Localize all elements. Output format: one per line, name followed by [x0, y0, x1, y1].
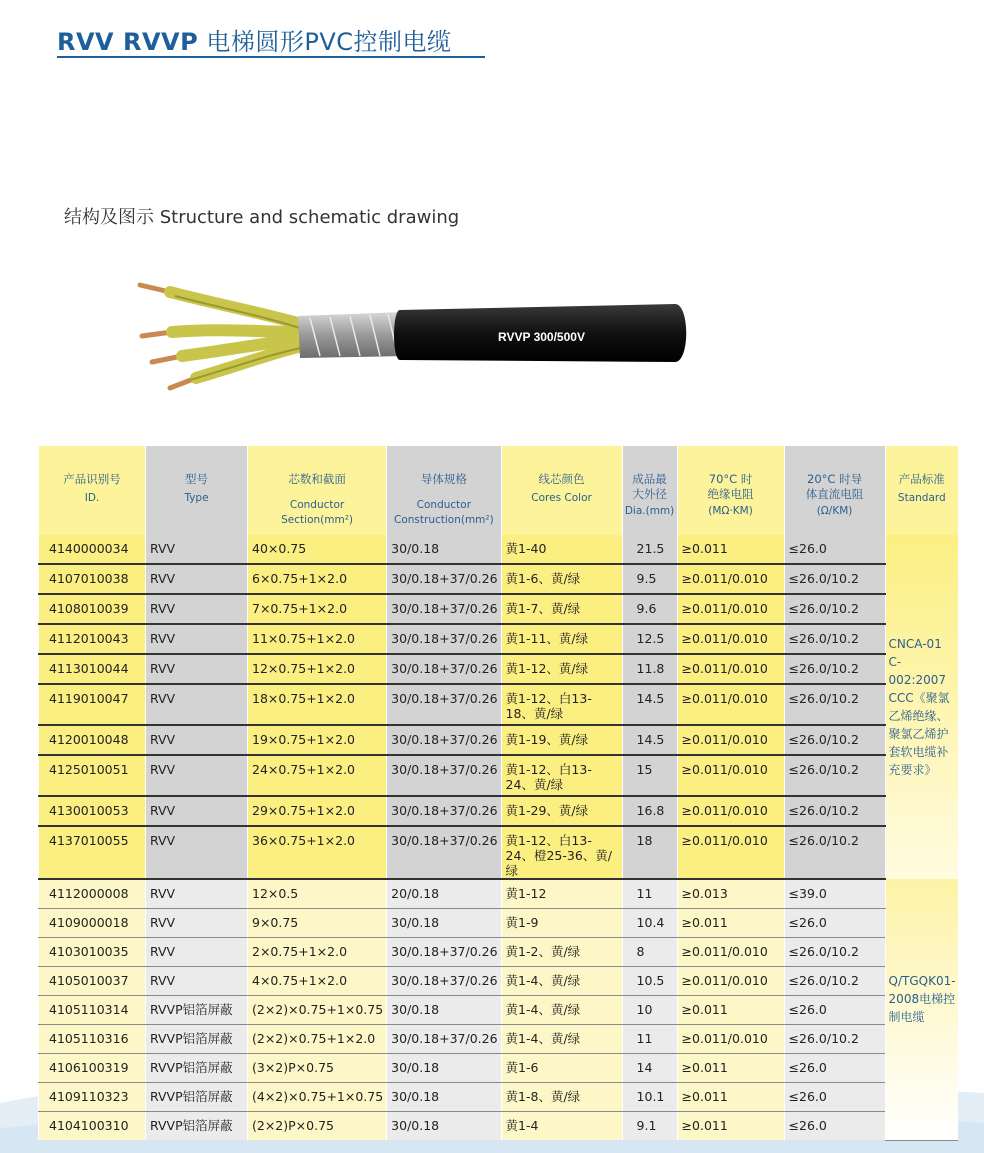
cell-resistance: ≤26.0/10.2: [784, 755, 885, 796]
cell-color: 黄1-12、白13-24、黄/绿: [501, 755, 622, 796]
table-row: [39, 796, 959, 826]
cell-color: 黄1-12、黄/绿: [501, 654, 622, 684]
cell-insulation: ≥0.011: [677, 996, 784, 1025]
cell-diameter: 21.5: [622, 535, 677, 564]
cell-color: 黄1-29、黄/绿: [501, 796, 622, 826]
cell-insulation: ≥0.011/0.010: [677, 624, 784, 654]
cell-insulation: ≥0.011/0.010: [677, 594, 784, 624]
cell-resistance: ≤26.0/10.2: [784, 796, 885, 826]
cell-diameter: 11.8: [622, 654, 677, 684]
section-subtitle: 结构及图示 Structure and schematic drawing: [64, 207, 460, 228]
cell-insulation: ≥0.011/0.010: [677, 938, 784, 967]
cell-id: 4108010039: [39, 594, 146, 624]
table-row: [39, 909, 959, 938]
cell-color: 黄1-6: [501, 1054, 622, 1083]
cell-color: 黄1-2、黄/绿: [501, 938, 622, 967]
cell-diameter: 9.5: [622, 564, 677, 594]
cell-id: 4119010047: [39, 684, 146, 725]
table-row: [39, 967, 959, 996]
cell-resistance: ≤26.0: [784, 996, 885, 1025]
cell-section: (3×2)P×0.75: [248, 1054, 387, 1083]
cell-resistance: ≤26.0: [784, 535, 885, 564]
cell-resistance: ≤26.0/10.2: [784, 725, 885, 755]
table-row: [39, 1112, 959, 1141]
header-construction: 导体规格 Conductor Construction(mm²): [387, 446, 501, 535]
cell-type: RVV: [146, 594, 248, 624]
cell-type: RVV: [146, 826, 248, 879]
cell-construction: 30/0.18+37/0.26: [387, 796, 501, 826]
cell-resistance: ≤26.0/10.2: [784, 826, 885, 879]
cell-diameter: 14.5: [622, 684, 677, 725]
table-row: [39, 1054, 959, 1083]
cell-section: 9×0.75: [248, 909, 387, 938]
cell-id: 4105110314: [39, 996, 146, 1025]
cell-insulation: ≥0.011: [677, 1054, 784, 1083]
standard-cell-ccc: CNCA-01 C-002:2007 CCC《聚氯乙烯绝缘、聚氯乙烯护套软电缆补充要求》: [885, 535, 958, 879]
header-color: 线芯颜色 Cores Color: [501, 446, 622, 535]
cell-id: 4137010055: [39, 826, 146, 879]
cell-insulation: ≥0.011: [677, 1083, 784, 1112]
table-row: [39, 879, 959, 909]
cell-section: (2×2)×0.75+1×0.75: [248, 996, 387, 1025]
cell-section: (2×2)×0.75+1×2.0: [248, 1025, 387, 1054]
cell-id: 4112010043: [39, 624, 146, 654]
table-row: [39, 624, 959, 654]
cell-section: 12×0.75+1×2.0: [248, 654, 387, 684]
table-row: [39, 1025, 959, 1054]
header-section: 芯数和截面 Conductor Section(mm²): [248, 446, 387, 535]
table-row: [39, 1083, 959, 1112]
cable-illustration: [130, 270, 690, 410]
cell-type: RVV: [146, 938, 248, 967]
cell-id: 4105010037: [39, 967, 146, 996]
cell-id: 4125010051: [39, 755, 146, 796]
cell-section: 29×0.75+1×2.0: [248, 796, 387, 826]
cell-construction: 30/0.18: [387, 996, 501, 1025]
cell-id: 4112000008: [39, 879, 146, 909]
cell-construction: 30/0.18+37/0.26: [387, 624, 501, 654]
cell-color: 黄1-40: [501, 535, 622, 564]
cable-print-label: RVVP 300/500V: [498, 330, 585, 344]
table-header-row: [39, 446, 959, 535]
cell-construction: 30/0.18: [387, 1112, 501, 1141]
cell-type: RVVP铝箔屏蔽: [146, 1083, 248, 1112]
cell-insulation: ≥0.011/0.010: [677, 796, 784, 826]
cell-color: 黄1-8、黄/绿: [501, 1083, 622, 1112]
cell-construction: 30/0.18: [387, 1083, 501, 1112]
title-chinese: 电梯圆形PVC控制电缆: [206, 28, 452, 56]
cell-insulation: ≥0.011: [677, 1112, 784, 1141]
cell-id: 4113010044: [39, 654, 146, 684]
cell-resistance: ≤26.0/10.2: [784, 1025, 885, 1054]
cell-diameter: 9.6: [622, 594, 677, 624]
table-row: [39, 684, 959, 725]
cell-insulation: ≥0.011/0.010: [677, 755, 784, 796]
cell-insulation: ≥0.011/0.010: [677, 564, 784, 594]
cell-diameter: 8: [622, 938, 677, 967]
cell-construction: 30/0.18+37/0.26: [387, 1025, 501, 1054]
cell-insulation: ≥0.011/0.010: [677, 967, 784, 996]
cell-color: 黄1-12、白13-24、橙25-36、黄/绿: [501, 826, 622, 879]
cell-type: RVVP铝箔屏蔽: [146, 996, 248, 1025]
cell-construction: 30/0.18: [387, 909, 501, 938]
table-row: [39, 535, 959, 564]
table-row: [39, 996, 959, 1025]
cell-id: 4104100310: [39, 1112, 146, 1141]
cell-color: 黄1-4、黄/绿: [501, 996, 622, 1025]
cell-construction: 30/0.18+37/0.26: [387, 564, 501, 594]
cell-resistance: ≤26.0/10.2: [784, 624, 885, 654]
cell-id: 4130010053: [39, 796, 146, 826]
cell-color: 黄1-4: [501, 1112, 622, 1141]
cell-section: 2×0.75+1×2.0: [248, 938, 387, 967]
cell-section: 12×0.5: [248, 879, 387, 909]
cell-resistance: ≤26.0: [784, 1083, 885, 1112]
cell-id: 4140000034: [39, 535, 146, 564]
cell-resistance: ≤26.0: [784, 1054, 885, 1083]
cell-diameter: 15: [622, 755, 677, 796]
cell-diameter: 10.4: [622, 909, 677, 938]
cell-insulation: ≥0.011/0.010: [677, 725, 784, 755]
cell-id: 4103010035: [39, 938, 146, 967]
cell-construction: 30/0.18+37/0.26: [387, 725, 501, 755]
title-model: RVV RVVP: [57, 28, 199, 56]
cell-color: 黄1-6、黄/绿: [501, 564, 622, 594]
cell-insulation: ≥0.011/0.010: [677, 684, 784, 725]
cell-resistance: ≤26.0/10.2: [784, 938, 885, 967]
cell-diameter: 14: [622, 1054, 677, 1083]
cell-resistance: ≤26.0/10.2: [784, 564, 885, 594]
cell-type: RVV: [146, 967, 248, 996]
cell-type: RVV: [146, 879, 248, 909]
cell-type: RVV: [146, 684, 248, 725]
cell-color: 黄1-12: [501, 879, 622, 909]
cell-diameter: 10.1: [622, 1083, 677, 1112]
cell-id: 4105110316: [39, 1025, 146, 1054]
cell-section: 40×0.75: [248, 535, 387, 564]
cell-type: RVVP铝箔屏蔽: [146, 1025, 248, 1054]
cell-id: 4107010038: [39, 564, 146, 594]
cell-section: 19×0.75+1×2.0: [248, 725, 387, 755]
cell-color: 黄1-7、黄/绿: [501, 594, 622, 624]
cell-type: RVV: [146, 654, 248, 684]
header-id: 产品识别号 ID.: [39, 446, 146, 535]
cell-construction: 30/0.18: [387, 535, 501, 564]
table-row: [39, 594, 959, 624]
cell-section: 6×0.75+1×2.0: [248, 564, 387, 594]
cell-insulation: ≥0.013: [677, 879, 784, 909]
header-resistance: 20°C 时导 体直流电阻 (Ω/KM): [784, 446, 885, 535]
cell-id: 4109110323: [39, 1083, 146, 1112]
cell-type: RVV: [146, 909, 248, 938]
cell-type: RVV: [146, 796, 248, 826]
cell-id: 4106100319: [39, 1054, 146, 1083]
cell-color: 黄1-19、黄/绿: [501, 725, 622, 755]
cell-section: (2×2)P×0.75: [248, 1112, 387, 1141]
cell-type: RVVP铝箔屏蔽: [146, 1112, 248, 1141]
cell-diameter: 11: [622, 1025, 677, 1054]
table-row: [39, 755, 959, 796]
cell-color: 黄1-4、黄/绿: [501, 967, 622, 996]
page-title: [57, 22, 452, 57]
cell-section: 24×0.75+1×2.0: [248, 755, 387, 796]
cell-construction: 30/0.18+37/0.26: [387, 594, 501, 624]
table-row: [39, 654, 959, 684]
header-insulation: 70°C 时 绝缘电阻 (MΩ·KM): [677, 446, 784, 535]
table-row: [39, 725, 959, 755]
cell-insulation: ≥0.011/0.010: [677, 654, 784, 684]
header-diameter: 成品最 大外径 Dia.(mm): [622, 446, 677, 535]
standard-cell-tgqk: Q/TGQK01-2008电梯控制电缆: [885, 879, 958, 1140]
cell-diameter: 18: [622, 826, 677, 879]
cell-construction: 30/0.18+37/0.26: [387, 938, 501, 967]
cell-resistance: ≤26.0/10.2: [784, 967, 885, 996]
table-row: [39, 564, 959, 594]
cell-color: 黄1-12、白13-18、黄/绿: [501, 684, 622, 725]
cell-resistance: ≤26.0/10.2: [784, 594, 885, 624]
cell-construction: 30/0.18+37/0.26: [387, 684, 501, 725]
cell-resistance: ≤26.0/10.2: [784, 654, 885, 684]
cell-construction: 30/0.18+37/0.26: [387, 755, 501, 796]
cell-color: 黄1-9: [501, 909, 622, 938]
table-row: [39, 826, 959, 879]
cell-diameter: 9.1: [622, 1112, 677, 1141]
title-underline: [57, 56, 485, 58]
cell-id: 4120010048: [39, 725, 146, 755]
cell-insulation: ≥0.011/0.010: [677, 1025, 784, 1054]
cell-insulation: ≥0.011: [677, 909, 784, 938]
cell-section: 18×0.75+1×2.0: [248, 684, 387, 725]
cell-color: 黄1-4、黄/绿: [501, 1025, 622, 1054]
cell-section: (4×2)×0.75+1×0.75: [248, 1083, 387, 1112]
cell-diameter: 16.8: [622, 796, 677, 826]
cell-diameter: 11: [622, 879, 677, 909]
cell-construction: 20/0.18: [387, 879, 501, 909]
cell-type: RVV: [146, 564, 248, 594]
cell-type: RVV: [146, 535, 248, 564]
cell-diameter: 14.5: [622, 725, 677, 755]
cell-section: 36×0.75+1×2.0: [248, 826, 387, 879]
cell-construction: 30/0.18+37/0.26: [387, 654, 501, 684]
header-type: 型号 Type: [146, 446, 248, 535]
cell-type: RVVP铝箔屏蔽: [146, 1054, 248, 1083]
cell-section: 4×0.75+1×2.0: [248, 967, 387, 996]
cell-diameter: 12.5: [622, 624, 677, 654]
cell-resistance: ≤26.0/10.2: [784, 684, 885, 725]
cell-resistance: ≤26.0: [784, 1112, 885, 1141]
cell-diameter: 10: [622, 996, 677, 1025]
cell-color: 黄1-11、黄/绿: [501, 624, 622, 654]
cell-id: 4109000018: [39, 909, 146, 938]
cell-type: RVV: [146, 725, 248, 755]
header-standard: 产品标准 Standard: [885, 446, 958, 535]
cell-construction: 30/0.18+37/0.26: [387, 967, 501, 996]
table-row: [39, 938, 959, 967]
cell-type: RVV: [146, 755, 248, 796]
cell-resistance: ≤26.0: [784, 909, 885, 938]
cell-insulation: ≥0.011: [677, 535, 784, 564]
cell-section: 11×0.75+1×2.0: [248, 624, 387, 654]
cell-section: 7×0.75+1×2.0: [248, 594, 387, 624]
cell-type: RVV: [146, 624, 248, 654]
cell-diameter: 10.5: [622, 967, 677, 996]
spec-table: [38, 446, 958, 1141]
cell-resistance: ≤39.0: [784, 879, 885, 909]
cell-construction: 30/0.18+37/0.26: [387, 826, 501, 879]
cell-construction: 30/0.18: [387, 1054, 501, 1083]
cell-insulation: ≥0.011/0.010: [677, 826, 784, 879]
